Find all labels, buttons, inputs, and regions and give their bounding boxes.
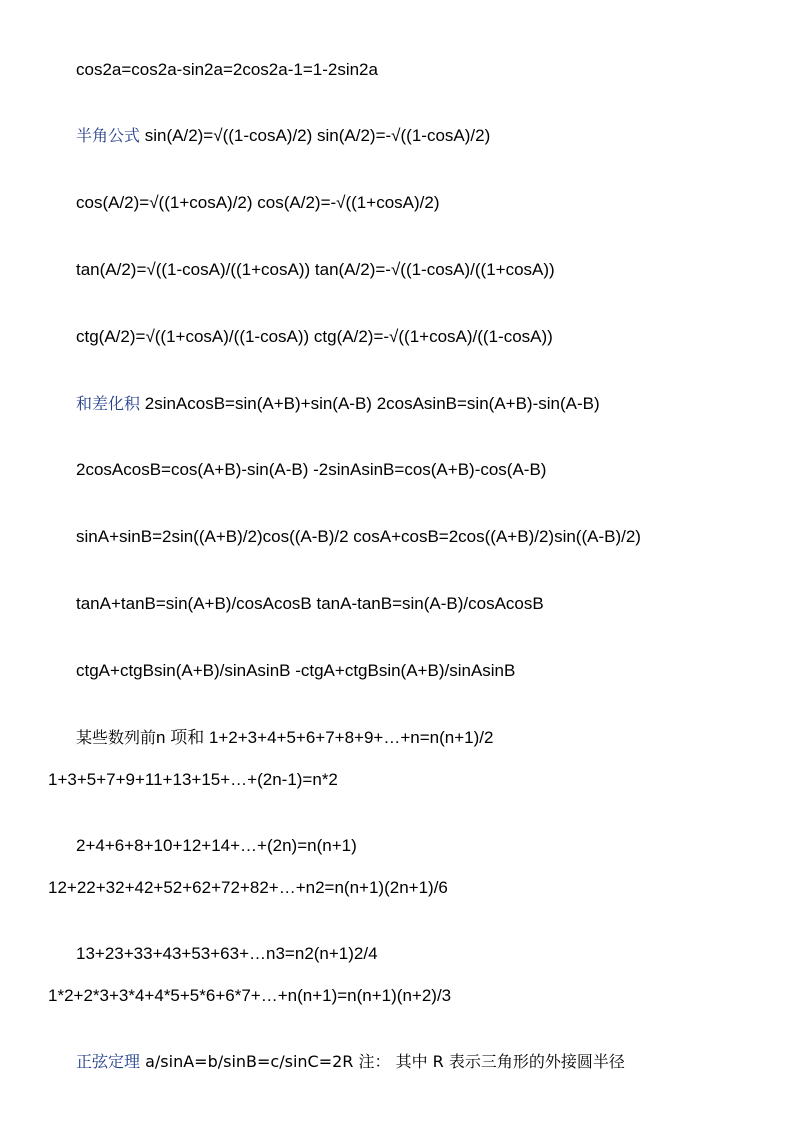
section-label-product-to-sum: 和差化积 — [76, 394, 141, 413]
formula-text: cos2a=cos2a-sin2a=2cos2a-1=1-2sin2a — [76, 60, 378, 79]
product-series-formula — [48, 986, 451, 1006]
formula-text: 2+4+6+8+10+12+14+…+(2n)=n(n+1) — [76, 836, 357, 855]
formula-text: sin(A/2)=√((1-cosA)/2) sin(A/2)=-√((1-cosA)/2) — [140, 126, 491, 145]
half-angle-cos-formula — [76, 193, 439, 213]
formula-text: cos(A/2)=√((1+cosA)/2) cos(A/2)=-√((1+cosA)/2) — [76, 193, 440, 212]
half-angle-tan-formula — [76, 260, 555, 280]
squares-series-formula — [48, 878, 448, 898]
half-angle-sin-formula — [76, 126, 490, 146]
formula-text: sinA+sinB=2sin((A+B)/2)cos((A-B)/2 cosA+cosB=2cos((A+B)/2)sin((A-B)/2) — [76, 527, 641, 546]
section-label-series: 某些数列前 — [76, 728, 157, 747]
formula-text: 2cosAcosB=cos(A+B)-sin(A-B) -2sinAsinB=cos(A+B)-cos(A-B) — [76, 460, 547, 479]
even-series-formula — [76, 836, 357, 856]
formula-text: n 项和 1+2+3+4+5+6+7+8+9+…+n=n(n+1)/2 — [156, 728, 494, 747]
product-to-sum-formula-1 — [76, 394, 600, 414]
formula-text: 1+3+5+7+9+11+13+15+…+(2n-1)=n*2 — [48, 770, 338, 789]
formula-text: tanA+tanB=sin(A+B)/cosAcosB tanA-tanB=sin(A-B)/cosAcosB — [76, 594, 544, 613]
formula-text: ctgA+ctgBsin(A+B)/sinAsinB -ctgA+ctgBsin(A+B)/sinAsinB — [76, 661, 516, 680]
double-angle-cos-formula — [76, 60, 378, 80]
product-to-sum-formula-2 — [76, 460, 546, 480]
formula-text: ctg(A/2)=√((1+cosA)/((1-cosA)) ctg(A/2)=-√((1+cosA)/((1-cosA)) — [76, 327, 553, 346]
formula-text: 13+23+33+43+53+63+…n3=n2(n+1)2/4 — [76, 944, 378, 963]
tan-sum-formula — [76, 594, 544, 614]
sum-to-product-formula — [76, 527, 641, 547]
formula-text: 2sinAcosB=sin(A+B)+sin(A-B) 2cosAsinB=sin(A+B)-sin(A-B) — [140, 394, 600, 413]
formula-text: 1*2+2*3+3*4+4*5+5*6+6*7+…+n(n+1)=n(n+1)(n+2)/3 — [48, 986, 452, 1005]
law-of-sines-formula — [76, 1052, 625, 1072]
series-sum-heading — [76, 728, 493, 748]
cubes-series-formula — [76, 944, 378, 964]
half-angle-ctg-formula — [76, 327, 553, 347]
formula-text: tan(A/2)=√((1-cosA)/((1+cosA)) tan(A/2)=-√((1-cosA)/((1+cosA)) — [76, 260, 555, 279]
section-label-law-of-sines: 正弦定理 — [76, 1052, 141, 1071]
odd-series-formula — [48, 770, 338, 790]
formula-text: a/sinA=b/sinB=c/sinC=2R 注： 其中 R 表示三角形的外接圆半径 — [140, 1052, 625, 1071]
ctg-sum-formula — [76, 661, 515, 681]
section-label-half-angle: 半角公式 — [76, 126, 141, 145]
formula-text: 12+22+32+42+52+62+72+82+…+n2=n(n+1)(2n+1)/6 — [48, 878, 448, 897]
